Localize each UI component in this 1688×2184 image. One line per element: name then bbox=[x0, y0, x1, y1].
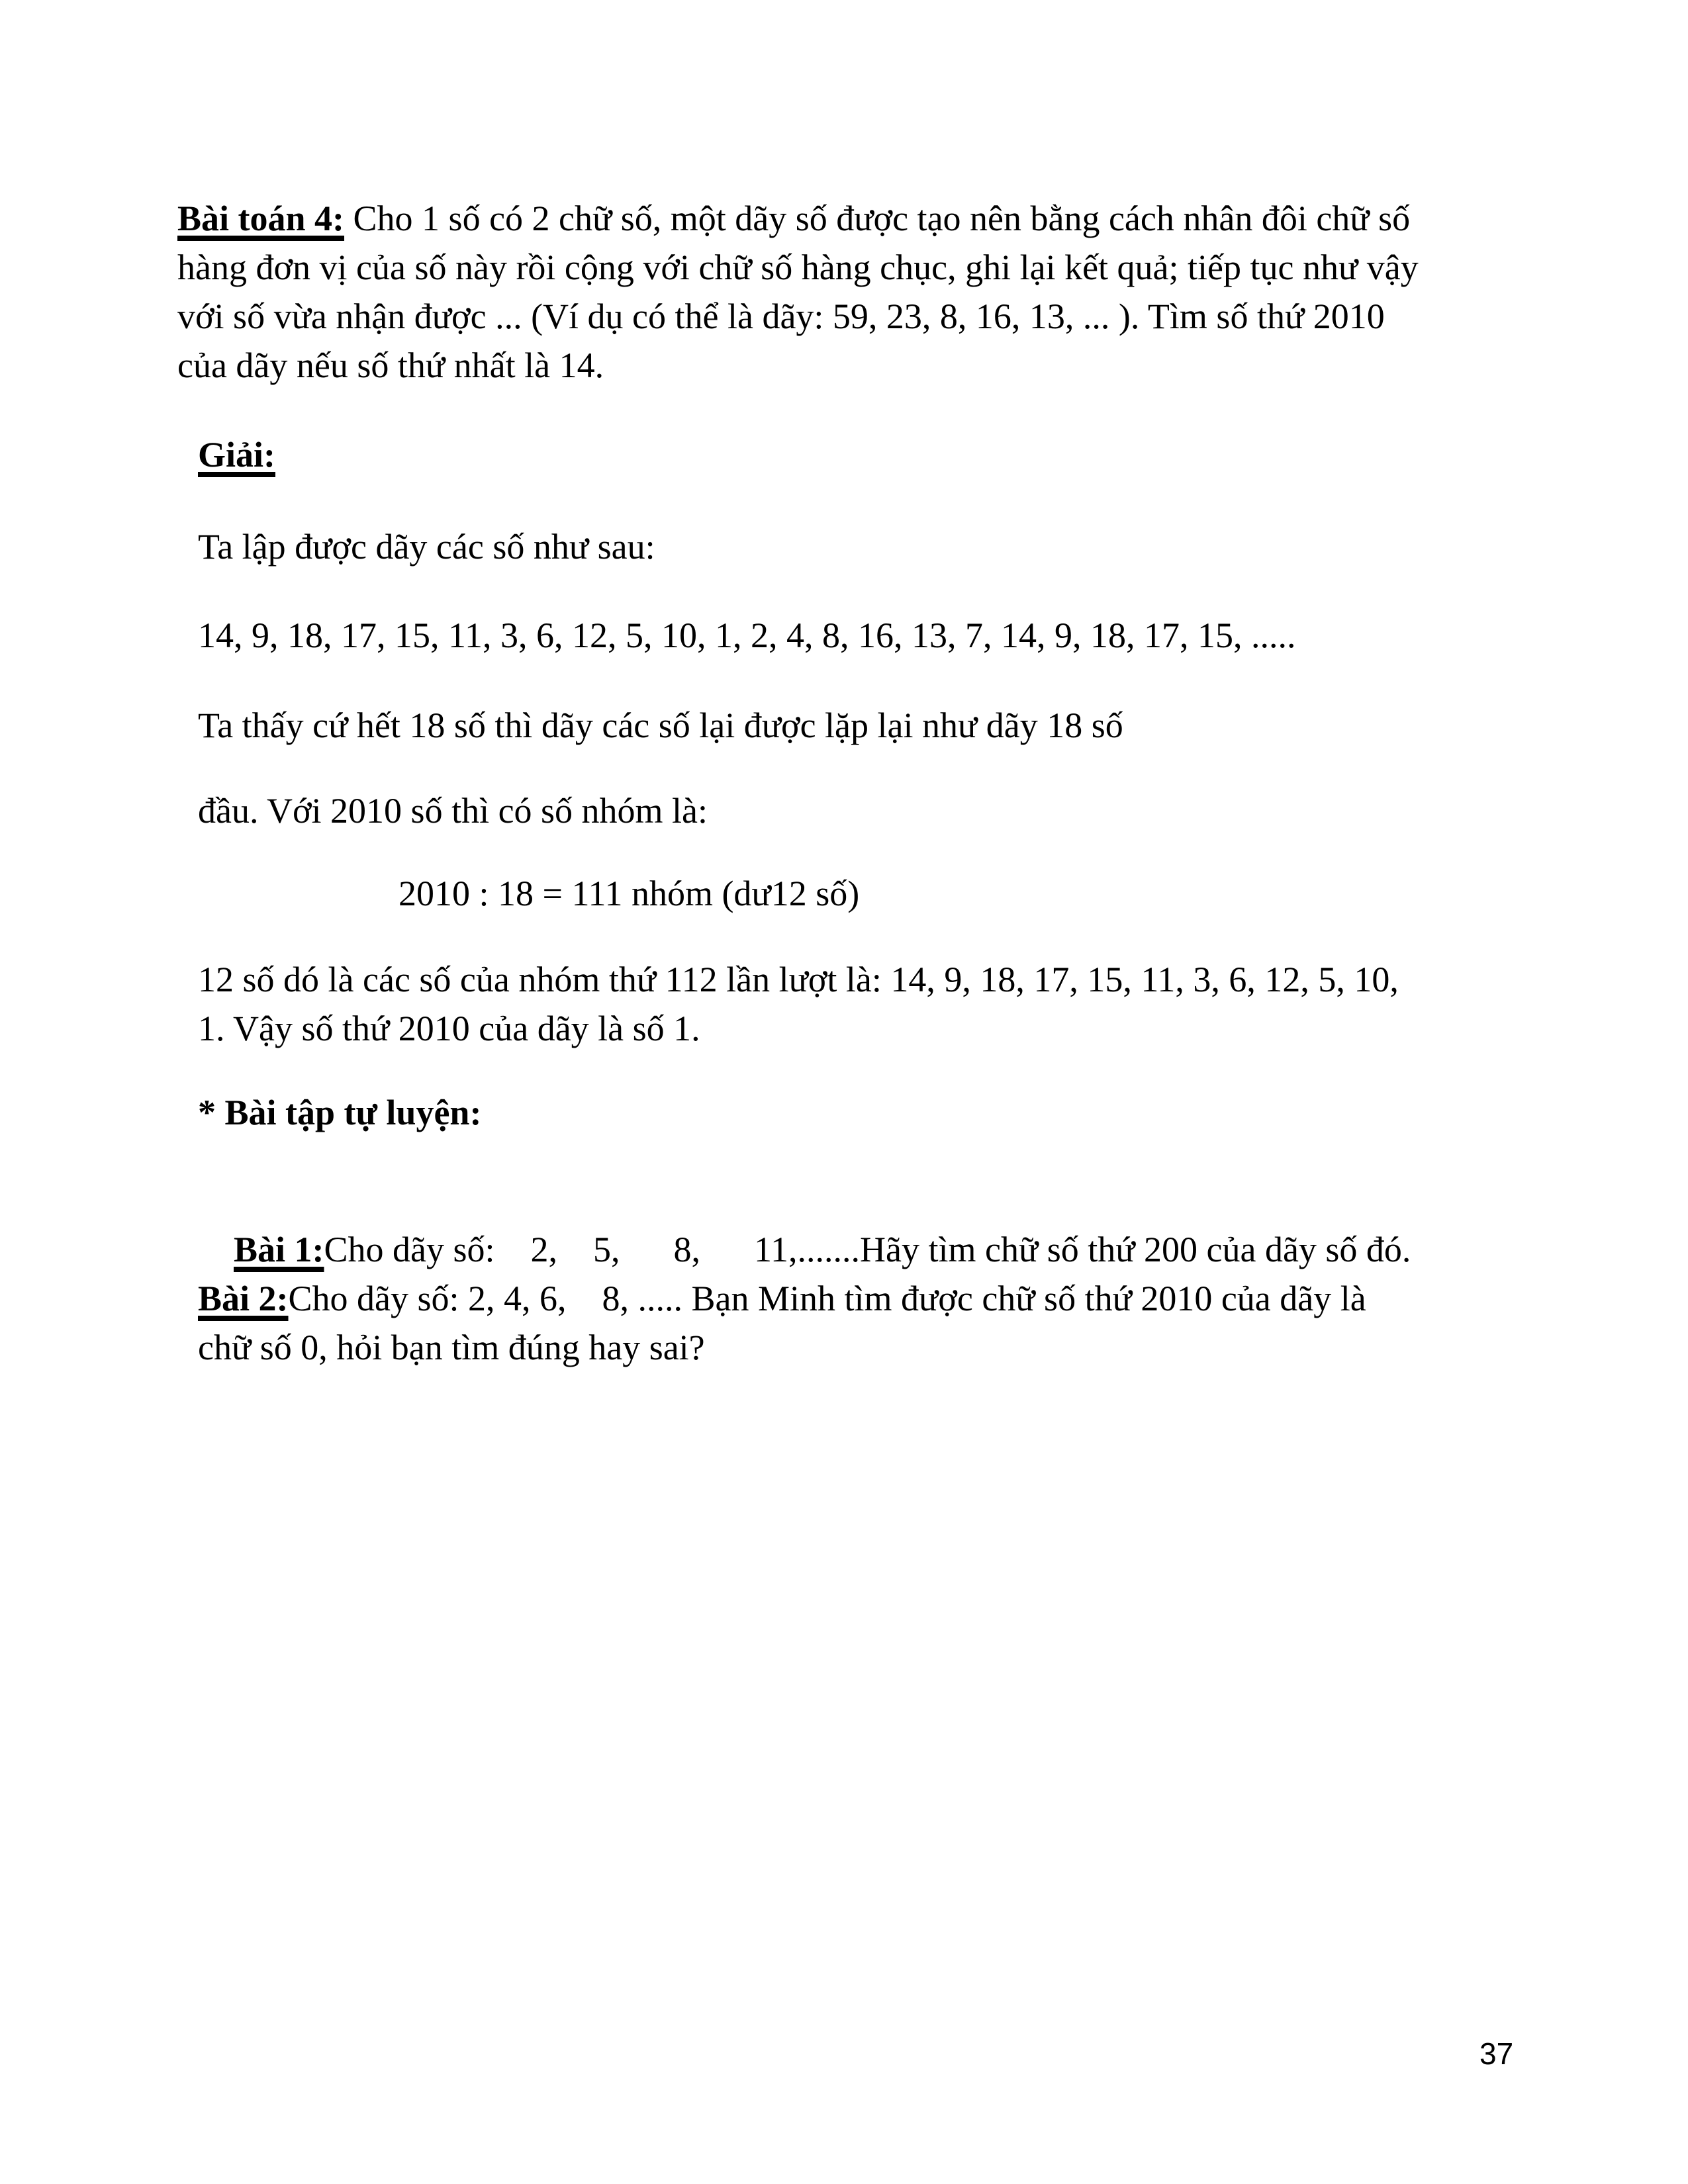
solution-intro: Ta lập được dãy các số như sau: bbox=[198, 527, 655, 567]
page-number: 37 bbox=[1479, 2036, 1514, 2071]
solution-calculation: 2010 : 18 = 111 nhóm (dư12 số) bbox=[399, 874, 860, 913]
solution-observation-1: Ta thấy cứ hết 18 số thì dãy các số lại được lặp lại như dãy 18 số bbox=[198, 705, 1123, 745]
problem-4-text-1: Cho 1 số có 2 chữ số, một dãy số được tạo nên bằng cách nhân đôi chữ số bbox=[344, 199, 1411, 238]
exercise-2-line-2: chữ số 0, hỏi bạn tìm đúng hay sai? bbox=[198, 1328, 705, 1367]
solution-sequence: 14, 9, 18, 17, 15, 11, 3, 6, 12, 5, 10, 1, 2, 4, 8, 16, 13, 7, 14, 9, 18, 17, 15, ..... bbox=[198, 615, 1296, 655]
exercise-1-label: Bài 1: bbox=[234, 1230, 324, 1269]
problem-4-line-3: với số vừa nhận được ... (Ví dụ có thể là dãy: 59, 23, 8, 16, 13, ... ). Tìm số thứ 2010 bbox=[177, 296, 1385, 336]
solution-conclusion-line-2: 1. Vậy số thứ 2010 của dãy là số 1. bbox=[198, 1009, 700, 1048]
problem-4-label: Bài toán 4: bbox=[177, 199, 345, 238]
exercises-heading: * Bài tập tự luyện: bbox=[198, 1093, 482, 1132]
solution-conclusion-line-1: 12 số dó là các số của nhóm thứ 112 lần lượt là: 14, 9, 18, 17, 15, 11, 3, 6, 12, 5, 10, bbox=[198, 960, 1399, 999]
problem-4-line-2: hàng đơn vị của số này rồi cộng với chữ số hàng chục, ghi lại kết quả; tiếp tục như vậy bbox=[177, 248, 1419, 287]
exercise-2-line-1 bbox=[198, 1274, 1535, 1323]
exercise-2-label: Bài 2: bbox=[198, 1279, 289, 1318]
exercise-2 bbox=[198, 1274, 1535, 1372]
problem-4-line-1 bbox=[177, 194, 1534, 243]
problem-4-statement bbox=[177, 194, 1534, 390]
exercise-2-text-1: Cho dãy số: 2, 4, 6, 8, ..... Bạn Minh tìm được chữ số thứ 2010 của dãy là bbox=[288, 1279, 1366, 1318]
solution-heading: Giải: bbox=[198, 435, 275, 475]
solution-conclusion bbox=[198, 955, 1535, 1053]
solution-observation-2: đầu. Với 2010 số thì có số nhóm là: bbox=[198, 791, 708, 831]
exercise-1-text: Cho dãy số: 2, 5, 8, 11,.......Hãy tìm chữ số thứ 200 của dãy số đó. bbox=[324, 1230, 1411, 1269]
problem-4-line-4: của dãy nếu số thứ nhất là 14. bbox=[177, 345, 604, 385]
